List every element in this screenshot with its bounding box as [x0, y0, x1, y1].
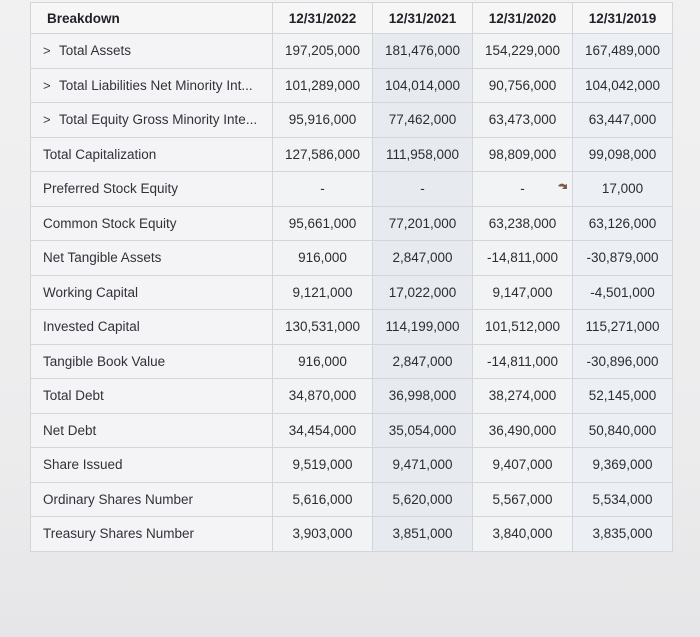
row-label: Total Capitalization [43, 146, 157, 162]
value-cell: 115,271,000 [573, 310, 673, 345]
value-cell: 63,126,000 [573, 206, 673, 241]
value-cell: 95,661,000 [273, 206, 373, 241]
mouse-cursor-icon [557, 181, 569, 191]
table-header-row [31, 3, 673, 34]
breakdown-header: Breakdown [31, 3, 273, 34]
value-cell: 5,567,000 [473, 482, 573, 517]
value-cell: 101,512,000 [473, 310, 573, 345]
row-label: Share Issued [43, 457, 123, 473]
value-cell: 99,098,000 [573, 137, 673, 172]
date-header-2019: 12/31/2019 [573, 3, 673, 34]
value-cell: 9,147,000 [473, 275, 573, 310]
table-row [31, 172, 673, 207]
value-cell: 90,756,000 [473, 68, 573, 103]
row-label: Total Debt [43, 388, 104, 404]
table-row [31, 137, 673, 172]
chevron-right-icon[interactable]: > [43, 112, 51, 128]
value-cell: 95,916,000 [273, 103, 373, 138]
value-cell: 9,471,000 [373, 448, 473, 483]
value-cell: -14,811,000 [473, 241, 573, 276]
row-label: Total Equity Gross Minority Inte... [59, 112, 258, 128]
value-cell: 9,121,000 [273, 275, 373, 310]
value-cell: 17,000 [573, 172, 673, 207]
row-label-cell [31, 206, 273, 241]
value-cell: 2,847,000 [373, 344, 473, 379]
value-cell: 52,145,000 [573, 379, 673, 414]
row-label-cell [31, 344, 273, 379]
value-cell: 63,473,000 [473, 103, 573, 138]
value-cell: -30,896,000 [573, 344, 673, 379]
table-row [31, 379, 673, 414]
value-cell: 35,054,000 [373, 413, 473, 448]
value-cell: 9,369,000 [573, 448, 673, 483]
row-label: Ordinary Shares Number [43, 491, 194, 507]
value-cell: 111,958,000 [373, 137, 473, 172]
value-cell: 3,851,000 [373, 517, 473, 552]
balance-sheet-table [30, 2, 673, 552]
value-cell: 5,534,000 [573, 482, 673, 517]
value-cell: 167,489,000 [573, 34, 673, 69]
row-label: Total Liabilities Net Minority Int... [59, 77, 253, 93]
row-label: Total Assets [59, 43, 132, 59]
row-label: Tangible Book Value [43, 353, 166, 369]
value-cell: 38,274,000 [473, 379, 573, 414]
row-label-cell [31, 482, 273, 517]
row-label: Treasury Shares Number [43, 526, 195, 542]
row-label: Common Stock Equity [43, 215, 177, 231]
value-cell: 104,042,000 [573, 68, 673, 103]
row-label-cell [31, 241, 273, 276]
value-cell: 127,586,000 [273, 137, 373, 172]
value-cell: 916,000 [273, 344, 373, 379]
table-row [31, 482, 673, 517]
value-cell: -14,811,000 [473, 344, 573, 379]
row-label-cell [31, 413, 273, 448]
row-label: Working Capital [43, 284, 139, 300]
row-label: Preferred Stock Equity [43, 181, 179, 197]
value-cell: 3,835,000 [573, 517, 673, 552]
value-cell: 77,201,000 [373, 206, 473, 241]
value-cell: - [273, 172, 373, 207]
table-row [31, 206, 673, 241]
value-cell: 34,870,000 [273, 379, 373, 414]
value-cell: 63,238,000 [473, 206, 573, 241]
row-label-cell[interactable] [31, 68, 273, 103]
date-header-2021: 12/31/2021 [373, 3, 473, 34]
value-cell: 98,809,000 [473, 137, 573, 172]
table-row [31, 448, 673, 483]
date-header-2022: 12/31/2022 [273, 3, 373, 34]
value-cell: 77,462,000 [373, 103, 473, 138]
value-cell: 9,407,000 [473, 448, 573, 483]
row-label-cell [31, 517, 273, 552]
chevron-right-icon[interactable]: > [43, 43, 51, 59]
table-row [31, 241, 673, 276]
value-cell: - [373, 172, 473, 207]
value-cell: 3,840,000 [473, 517, 573, 552]
value-cell: 114,199,000 [373, 310, 473, 345]
value-cell: 101,289,000 [273, 68, 373, 103]
row-label: Net Tangible Assets [43, 250, 162, 266]
row-label-cell[interactable] [31, 34, 273, 69]
value-cell: 104,014,000 [373, 68, 473, 103]
table-body [31, 34, 673, 552]
row-label-cell [31, 275, 273, 310]
value-cell: 3,903,000 [273, 517, 373, 552]
value-cell: 5,620,000 [373, 482, 473, 517]
table-row [31, 344, 673, 379]
row-label-cell [31, 310, 273, 345]
value-cell: 130,531,000 [273, 310, 373, 345]
row-label-cell [31, 448, 273, 483]
row-label-cell[interactable] [31, 103, 273, 138]
value-cell: 5,616,000 [273, 482, 373, 517]
value-cell: -30,879,000 [573, 241, 673, 276]
value-cell: 36,490,000 [473, 413, 573, 448]
value-cell: 916,000 [273, 241, 373, 276]
value-cell: 154,229,000 [473, 34, 573, 69]
table-row[interactable] [31, 103, 673, 138]
value-cell: 63,447,000 [573, 103, 673, 138]
row-label-cell [31, 172, 273, 207]
value-cell: -4,501,000 [573, 275, 673, 310]
table-row[interactable] [31, 34, 673, 69]
table-row [31, 275, 673, 310]
value-cell: 17,022,000 [373, 275, 473, 310]
value-cell: 181,476,000 [373, 34, 473, 69]
value-cell: 50,840,000 [573, 413, 673, 448]
row-label: Invested Capital [43, 319, 140, 335]
table-row [31, 413, 673, 448]
value-cell: 34,454,000 [273, 413, 373, 448]
table-row[interactable] [31, 68, 673, 103]
table-row [31, 517, 673, 552]
value-cell: 197,205,000 [273, 34, 373, 69]
value-cell: - [473, 172, 573, 207]
table-row [31, 310, 673, 345]
value-cell: 2,847,000 [373, 241, 473, 276]
row-label-cell [31, 379, 273, 414]
row-label: Net Debt [43, 422, 97, 438]
value-cell: 9,519,000 [273, 448, 373, 483]
chevron-right-icon[interactable]: > [43, 77, 51, 93]
value-cell: 36,998,000 [373, 379, 473, 414]
date-header-2020: 12/31/2020 [473, 3, 573, 34]
row-label-cell [31, 137, 273, 172]
